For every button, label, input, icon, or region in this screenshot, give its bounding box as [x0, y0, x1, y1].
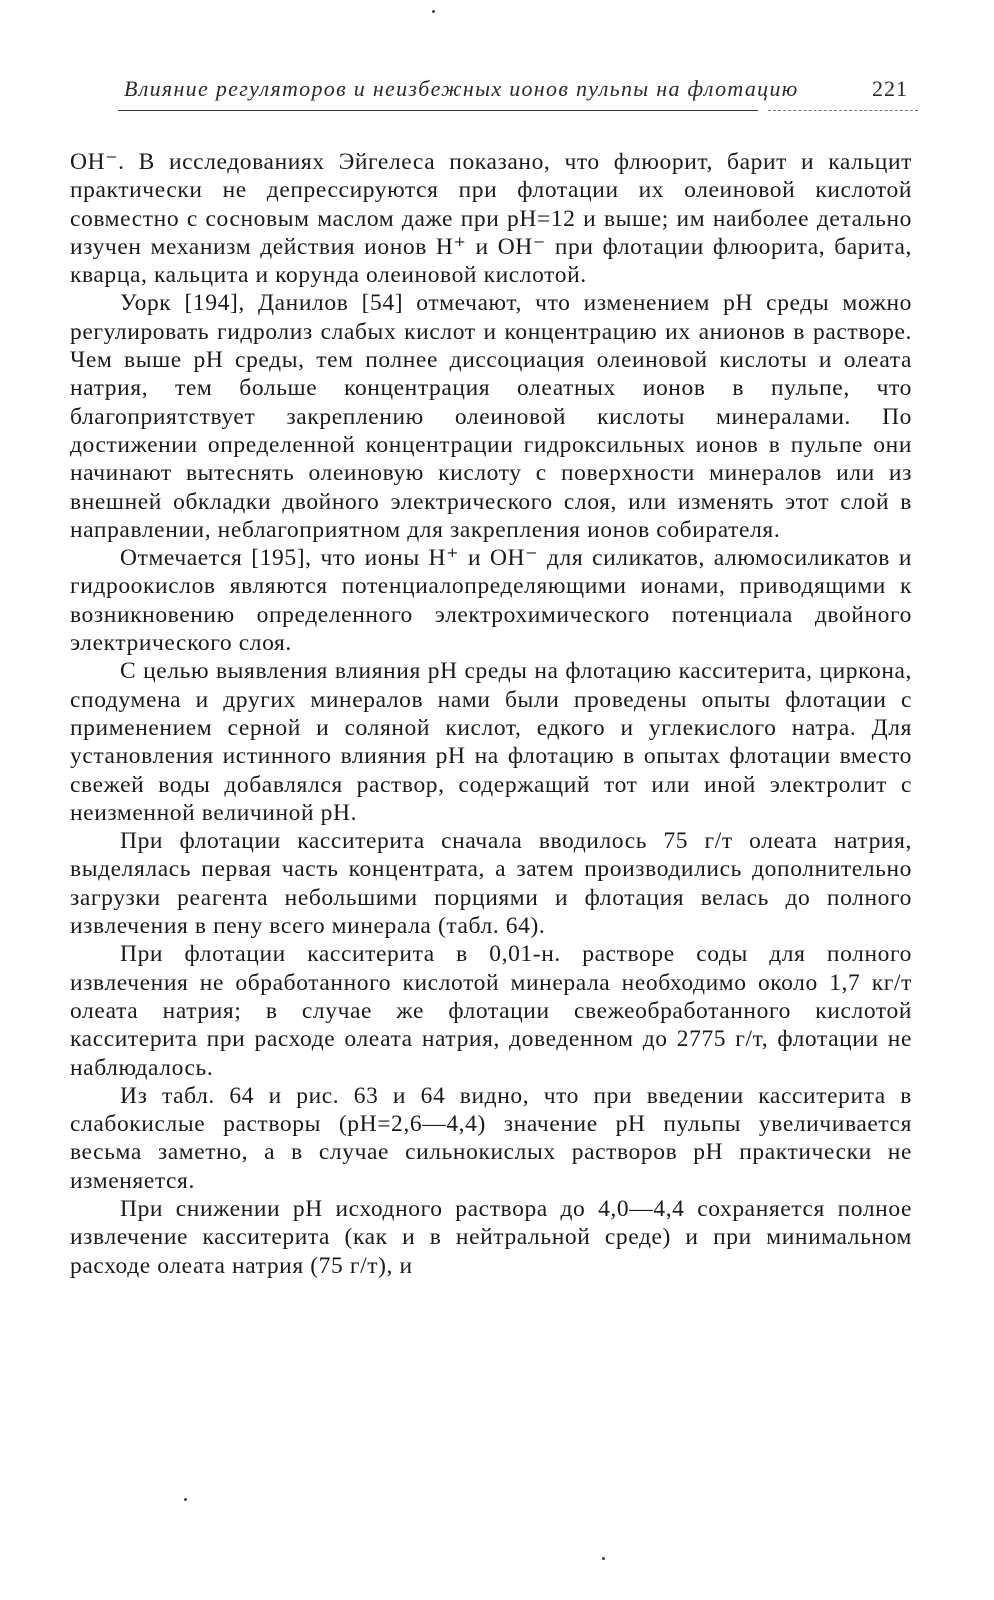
paragraph: С целью выявления влияния pH среды на флотацию касситерита, циркона, сподумена и других минералов нами были проведены опыты флотации с применением серной и соляной кислот, едкого и углекислого натра. Для установления истинного влияния pH на флотацию в опытах флотации вместо свежей воды добавлялся раствор, содержащий тот или иной электролит с неизменной величиной pH.: [70, 658, 912, 826]
paragraph: OH⁻. В исследованиях Эйгелеса показано, что флюорит, барит и кальцит практически не депрессируются при флотации их олеиновой кислотой совместно с сосновым маслом даже при pH=12 и выше; им наиболее детально изучен механизм действия ионов H⁺ и OH⁻ при флотации флюорита, барита, кварца, кальцита и корунда олеиновой кислотой.: [70, 149, 912, 289]
paragraph: При флотации касситерита сначала вводилось 75 г/т олеата натрия, выделялась первая часть концентрата, а затем производились дополнительно загрузки реагента небольшими порциями и флотация велась до полного извлечения в пену всего минерала (табл. 64).: [70, 828, 912, 940]
running-header-title: Влияние регуляторов и неизбежных ионов пульпы на флотацию: [124, 76, 799, 101]
header-rule: [118, 110, 758, 111]
scan-speck: [432, 10, 435, 13]
header-rule-dashed: [768, 110, 918, 111]
paragraph: При флотации касситерита в 0,01-н. растворе соды для полного извлечения не обработанного кислотой минерала необходимо около 1,7 кг/т олеата натрия; в случае же флотации свежеобработанного кислотой касситерита при расходе олеата натрия, доведенном до 2775 г/т, флотации не наблюдалось.: [70, 941, 912, 1081]
scan-speck: [184, 1498, 187, 1501]
scan-speck: [602, 1557, 605, 1560]
paragraph: При снижении pH исходного раствора до 4,0—4,4 сохраняется полное извлечение касситерита (как и в нейтральной среде) и при минимальном расходе олеата натрия (75 г/т), и: [70, 1195, 912, 1279]
page-number: 221: [872, 76, 908, 101]
body-text: [70, 148, 912, 1280]
paragraph: Уорк [194], Данилов [54] отмечают, что изменением pH среды можно регулировать гидролиз слабых кислот и концентрацию их анионов в растворе. Чем выше pH среды, тем полнее диссоциация олеиновой кислоты и олеата натрия, тем больше концентрация олеатных ионов в пульпе, что благоприятствует закреплению олеиновой кислоты минералами. По достижении определенной концентрации гидроксильных ионов в пульпе они начинают вытеснять олеиновую кислоту с поверхности минералов или из внешней обкладки двойного электрического слоя, или изменять этот слой в направлении, неблагоприятном для закрепления ионов собирателя.: [70, 290, 912, 543]
running-header: [118, 68, 918, 112]
paragraph: Из табл. 64 и рис. 63 и 64 видно, что при введении касситерита в слабокислые растворы (pH=2,6—4,4) значение pH пульпы увеличивается весьма заметно, а в случае сильнокислых растворов pH практически не изменяется.: [70, 1082, 912, 1194]
paragraph: Отмечается [195], что ионы H⁺ и OH⁻ для силикатов, алюмосиликатов и гидроокислов являются потенциалопределяющими ионами, приводящими к возникновению определенного электрохимического потенциала двойного электрического слоя.: [70, 545, 912, 657]
